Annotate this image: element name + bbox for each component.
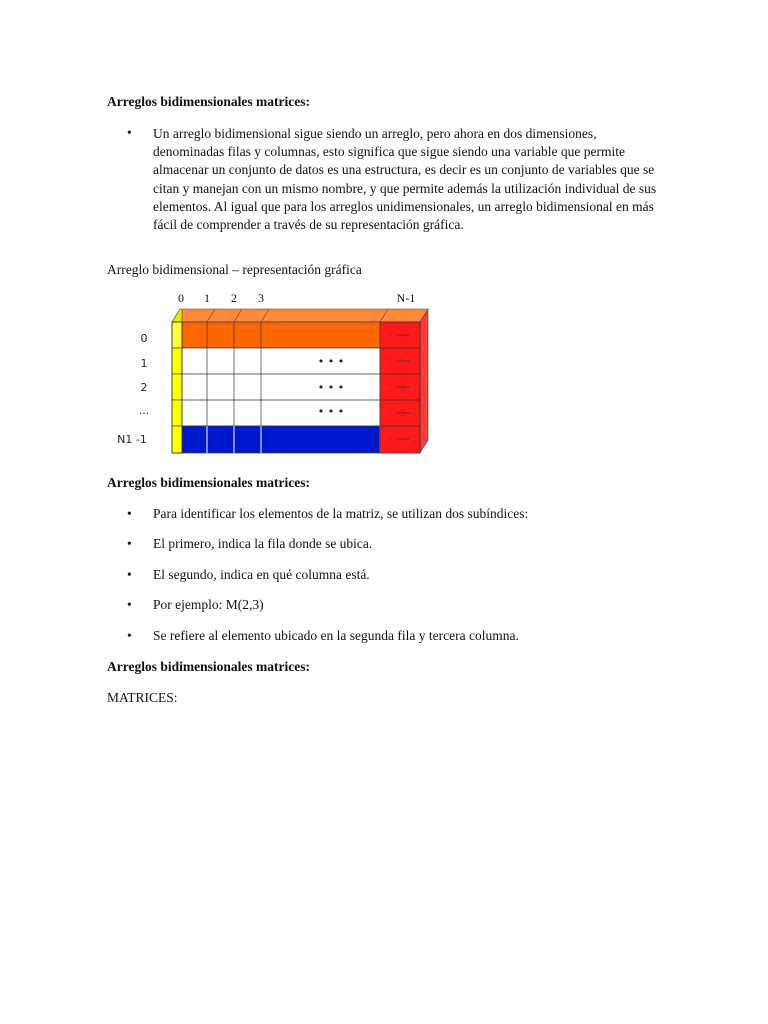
list-item-text: Se refiere al elemento ubicado en la segunda fila y tercera columna. — [153, 628, 519, 643]
bullet-marker: • — [127, 628, 132, 643]
list-item-text: El primero, indica la fila donde se ubica. — [153, 536, 373, 551]
column-label: 1 — [204, 291, 210, 305]
ellipsis: • • • — [317, 381, 345, 394]
bullet-marker: • — [127, 536, 132, 551]
bullet-marker: • — [127, 597, 132, 612]
list-item-text: Por ejemplo: M(2,3) — [153, 597, 264, 612]
row-label: 0 — [140, 332, 148, 345]
row-label: N1 -1 — [117, 433, 147, 446]
list-item-text: Para identificar los elementos de la matriz, se utilizan dos subíndices: — [153, 506, 529, 521]
ellipsis: • • • — [317, 405, 345, 418]
section-heading-2: Arreglos bidimensionales matrices: — [107, 475, 310, 490]
list-item-text: El segundo, indica en qué columna está. — [153, 567, 370, 582]
figure-caption: Arreglo bidimensional – representación gráfica — [107, 262, 362, 277]
matrix-diagram — [110, 287, 430, 457]
right-face — [420, 309, 428, 453]
column-label: 2 — [231, 291, 237, 305]
section-heading-1: Arreglos bidimensionales matrices: — [107, 94, 310, 109]
ellipsis: • • • — [317, 355, 345, 368]
last-column — [380, 322, 420, 453]
bullet-marker: • — [127, 506, 132, 521]
section-heading-3: Arreglos bidimensionales matrices: — [107, 659, 310, 674]
row-label: ... — [138, 404, 150, 417]
column-label: 0 — [178, 291, 184, 305]
bullet-marker: • — [127, 567, 132, 582]
intro-paragraph: Un arreglo bidimensional sigue siendo un arreglo, pero ahora en dos dimensiones, denominadas filas y columnas, esto significa que sigue siendo una variable que permite almacenar un conjunto de datos es una estructura, es decir es un conjunto de variables que se citan y manejan con un mismo nombre, y que permite además la utilización individual de sus elementos. Al igual que para los arreglos unidimensionales, un arreglo bidimensional en más fácil de comprender a través de su representación gráfica. — [153, 126, 657, 233]
row-label: 2 — [140, 381, 148, 394]
bullet-marker: • — [127, 125, 132, 140]
matrices-label: MATRICES: — [107, 690, 178, 705]
column-label: N-1 — [396, 291, 416, 305]
column-label: 3 — [258, 291, 264, 305]
top-face — [172, 309, 428, 322]
row-label: 1 — [140, 357, 148, 370]
